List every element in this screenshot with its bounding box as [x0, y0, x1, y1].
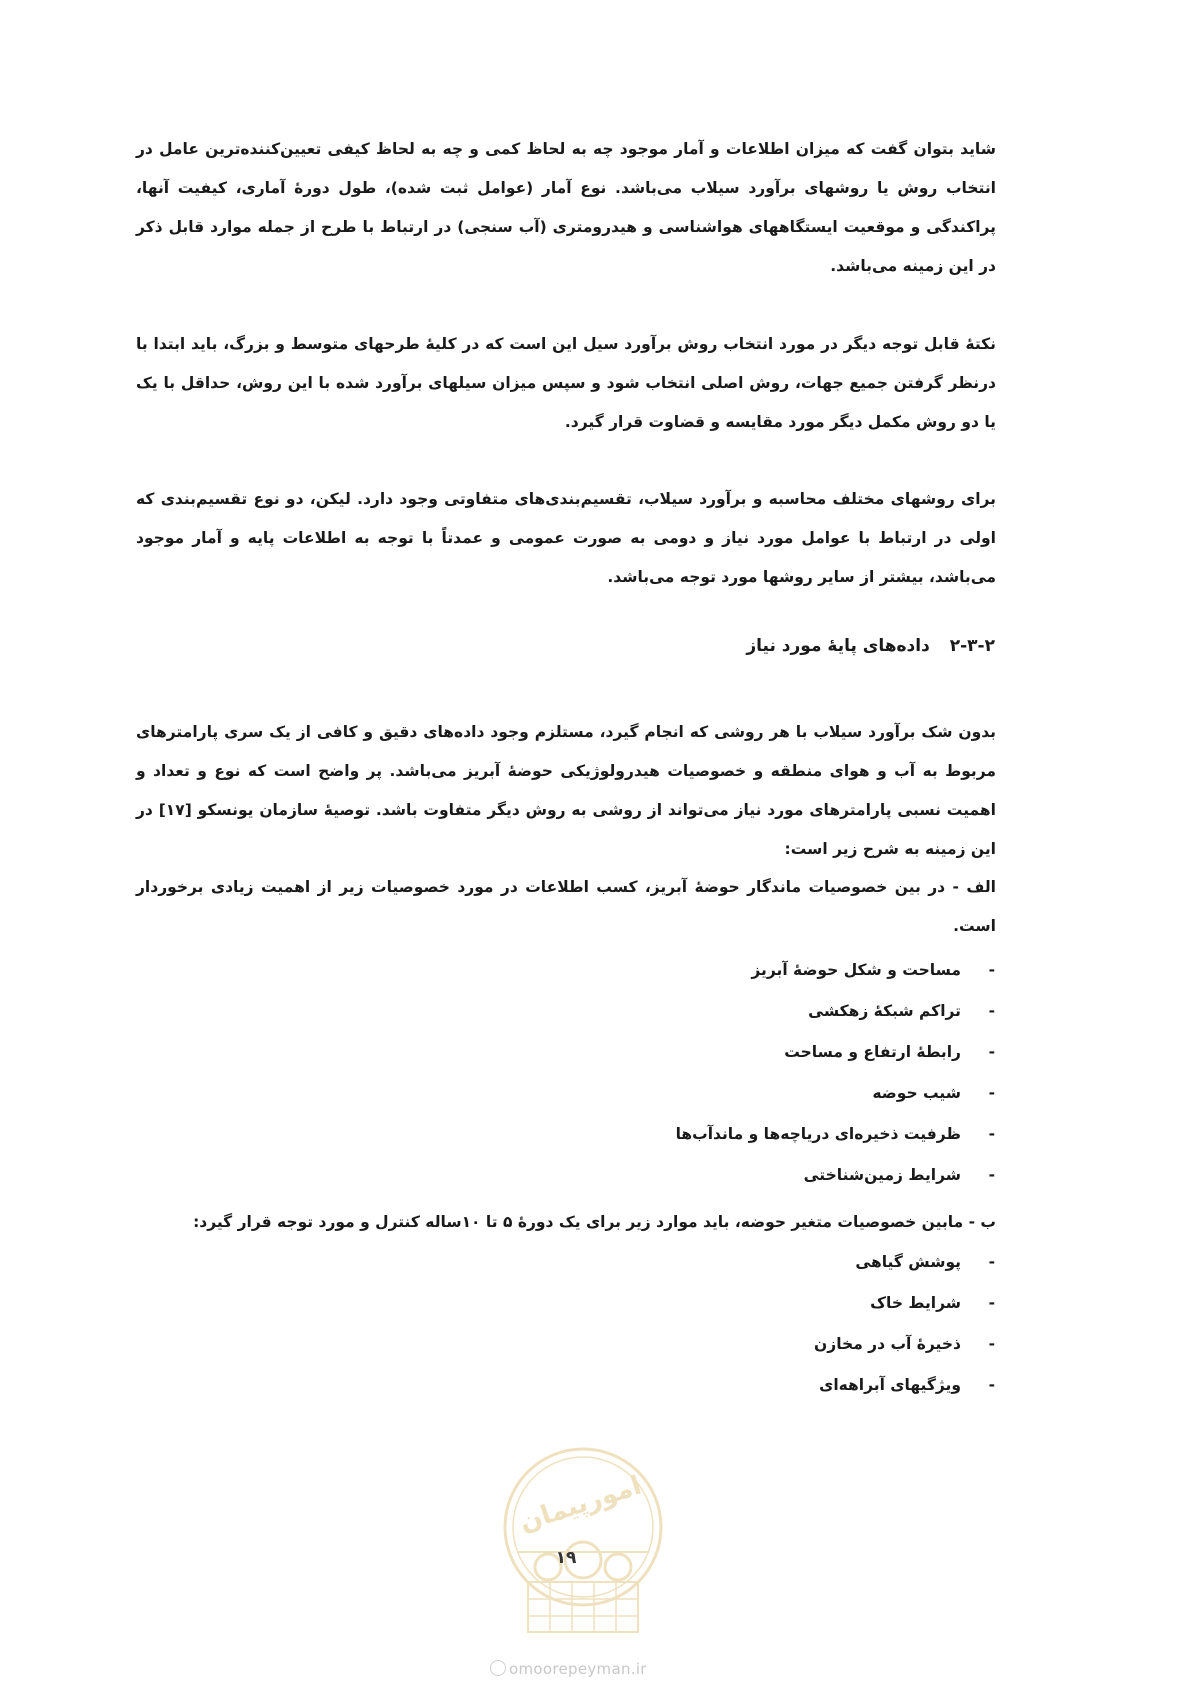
- section-number: ۲-۳-۲: [949, 636, 995, 656]
- permanent-characteristics-list: [676, 950, 995, 1196]
- list-item: -شرایط زمین‌شناختی: [803, 1166, 995, 1184]
- footer-url: omoorepeyman.ir: [490, 1660, 647, 1678]
- section-title: داده‌های پایۀ مورد نیاز: [746, 636, 930, 656]
- list-item: -ذخیرۀ آب در مخازن: [814, 1335, 995, 1353]
- list-item: -رابطۀ ارتفاع و مساحت: [784, 1043, 995, 1061]
- variable-characteristics-list: [814, 1242, 995, 1406]
- list-item: -شیب حوضه: [872, 1084, 995, 1102]
- at-icon: [490, 1660, 506, 1676]
- list-item: -ویژگیهای آبراهه‌ای: [819, 1376, 995, 1394]
- paragraph-classification: برای روشهای مختلف محاسبه و برآورد سیلاب، تقسیم‌بندی‌های متفاوتی وجود دارد. لیکن، دو نوع تقسیم‌بندی که اولی در ارتباط با عوامل مورد نیاز و دومی به صورت عمومی و عمدتاً با توجه به اطلاعات پایه و آمار موجود می‌باشد، بیشتر از سایر روشها مورد توجه می‌باشد.: [136, 490, 996, 586]
- paragraph-permanent-characteristics: الف - در بین خصوصیات ماندگار حوضۀ آبریز، کسب اطلاعات در مورد خصوصیات زیر از اهمیت زیادی برخوردار است.: [136, 878, 996, 935]
- list-item: -شرایط خاک: [870, 1294, 995, 1312]
- section-heading: [746, 636, 995, 656]
- paragraph-method-selection: نکتۀ قابل توجه دیگر در مورد انتخاب روش برآورد سیل این است که در کلیۀ طرحهای متوسط و بزرگ، باید ابتدا با درنظر گرفتن جمیع جهات، روش اصلی انتخاب شود و سپس میزان سیلهای برآورد شده با این روش، حداقل با یک یا دو روش مکمل دیگر مورد مقایسه و قضاوت قرار گیرد.: [136, 335, 996, 431]
- watermark-logo: [498, 1432, 668, 1642]
- paragraph-required-data: بدون شک برآورد سیلاب با هر روشی که انجام گیرد، مستلزم وجود داده‌های دقیق و کافی از یک سری پارامترهای مربوط به آب و هوای منطقه و خصوصیات هیدرولوژیکی حوضۀ آبریز می‌باشد. پر واضح است که نوع و تعداد و اهمیت نسبی پارامترهای مورد نیاز می‌تواند از روشی به روش دیگر متفاوت باشد. توصیۀ سازمان یونسکو [۱۷] در این زمینه به شرح زیر است:: [136, 723, 996, 858]
- page-number: ۱۹: [555, 1548, 577, 1568]
- list-item: -ظرفیت ذخیره‌ای دریاچه‌ها و ماندآب‌ها: [675, 1125, 995, 1143]
- list-item: -تراکم شبکۀ زهکشی: [808, 1002, 995, 1020]
- list-item: -مساحت و شکل حوضۀ آبریز: [751, 961, 995, 979]
- watermark-logo-text: امورپیمان: [515, 1470, 646, 1539]
- paragraph-data-availability: شاید بتوان گفت که میزان اطلاعات و آمار موجود چه به لحاظ کمی و چه به لحاظ کیفی تعیین‌کننده‌ترین عامل در انتخاب روش یا روشهای برآورد سیلاب می‌باشد. نوع آمار (عوامل ثبت شده)، طول دورۀ آماری، کیفیت آنها، پراکندگی و موقعیت ایستگاههای هواشناسی و هیدرومتری (آب سنجی) در ارتباط با طرح از جمله موارد قابل ذکر در این زمینه می‌باشد.: [136, 140, 996, 275]
- list-item: -پوشش گیاهی: [855, 1253, 995, 1271]
- paragraph-variable-characteristics: ب - مابین خصوصیات متغیر حوضه، باید موارد زیر برای یک دورۀ ۵ تا ۱۰ساله کنترل و مورد توجه قرار گیرد:: [193, 1213, 996, 1231]
